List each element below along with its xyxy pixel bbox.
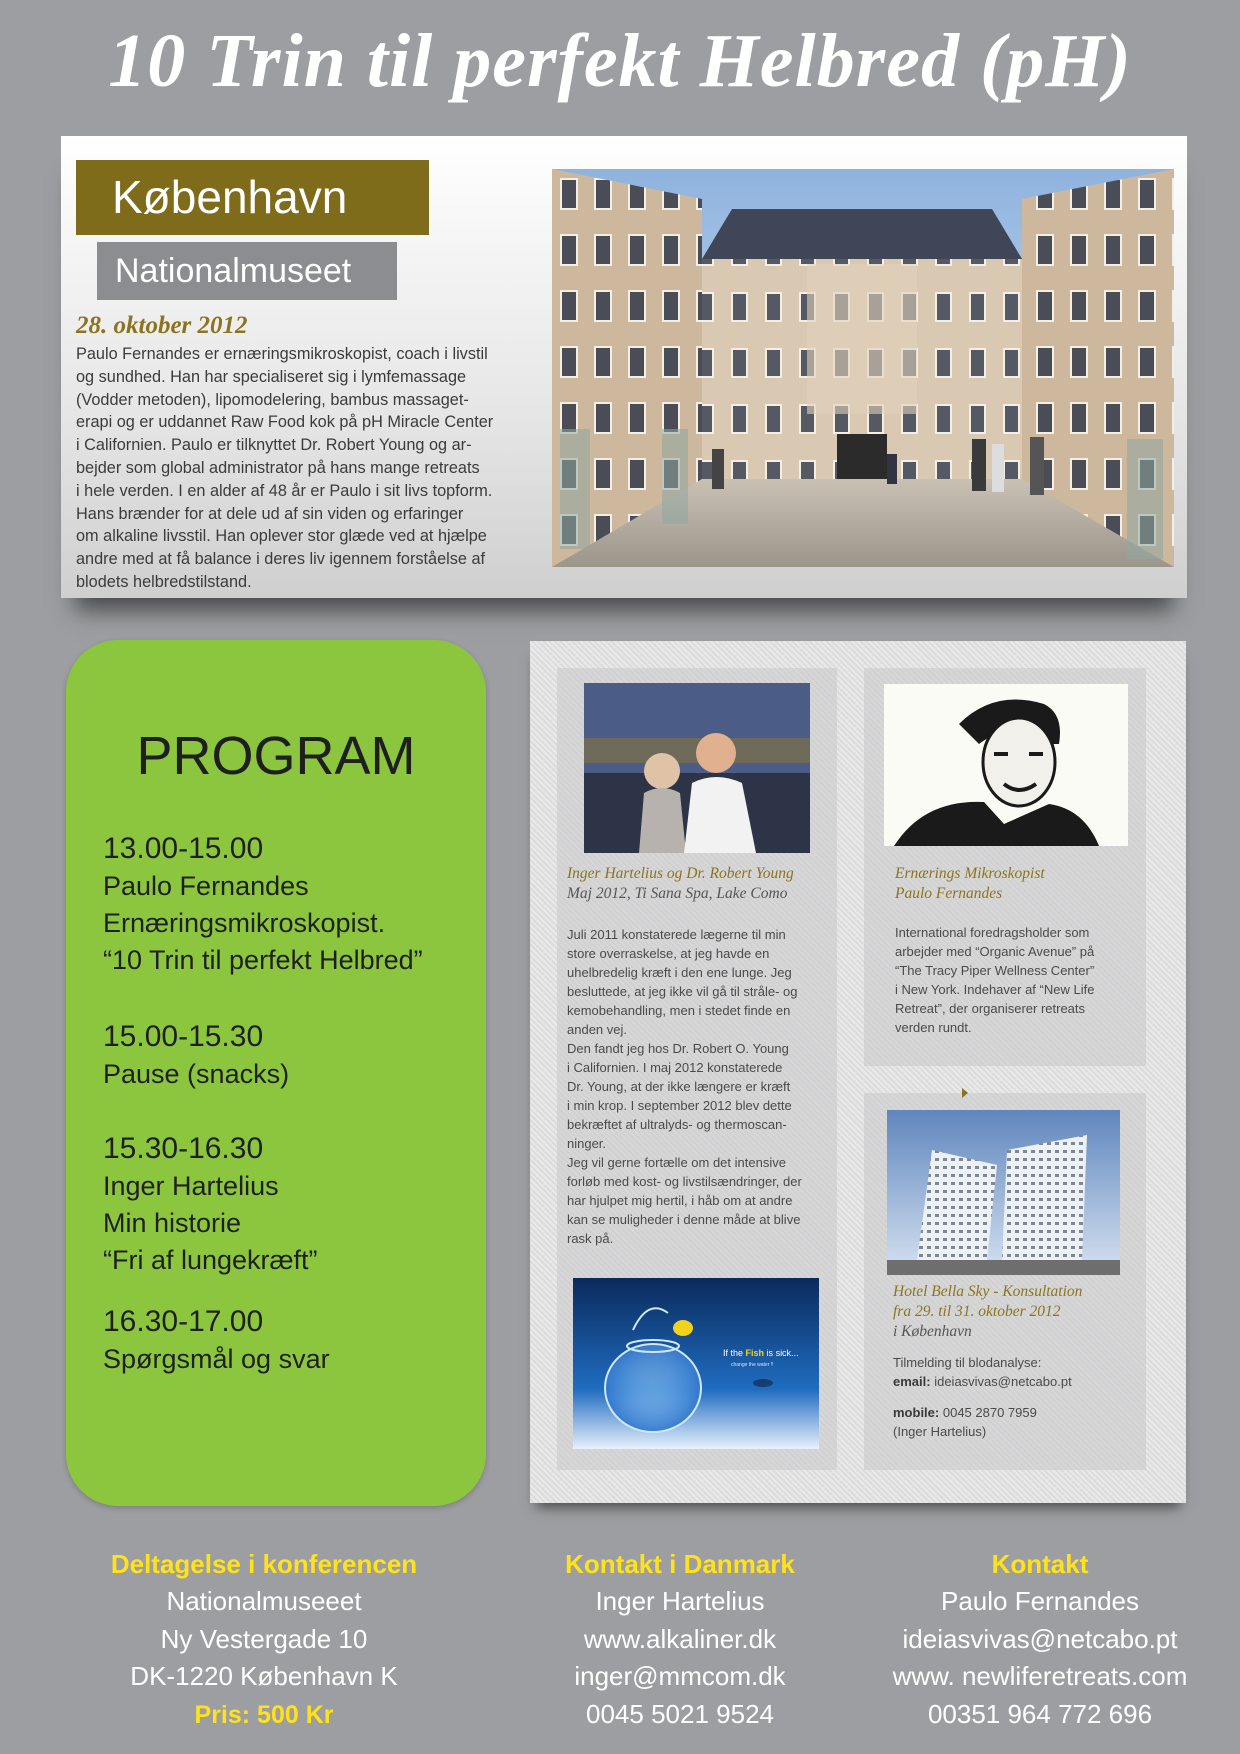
footer-line: DK-1220 København K [130,1661,398,1691]
program-time: 15.30-16.30 [103,1132,264,1165]
story-line: forløb med kost- og livstilsændringer, der [567,1174,802,1189]
hotel-photo [887,1110,1120,1275]
bio-line: erapi og er uddannet Raw Food kok på pH Miracle Center [76,413,494,432]
footer-heading: Kontakt [991,1549,1089,1579]
museum-photo [552,169,1174,567]
program-line: Spørgsmål og svar [103,1344,330,1374]
footer-line: Paulo Fernandes [940,1586,1140,1616]
signup-info [893,1353,1138,1441]
speaker-bio [76,343,526,594]
program-time: 15.00-15.30 [103,1020,264,1053]
hotel-city: i København [893,1323,972,1340]
program-line: Min historie [103,1208,242,1238]
story-line: ninger. [567,1136,607,1151]
footer-heading: Kontakt i Danmark [565,1549,795,1579]
about-line: Retreat”, der organiserer retreats [895,1001,1086,1016]
bio-line: (Vodder metoden), lipomodelering, bambus massaget- [76,390,469,409]
about-line: verden rundt. [895,1020,972,1035]
footer-phone: 0045 5021 9524 [586,1698,774,1729]
about-text [895,923,1135,1037]
bio-line: Hans brænder for at dele ud af sin viden og erfaringer [76,504,464,523]
story-line: Juli 2011 konstaterede lægerne til min [567,927,786,942]
footer-email[interactable]: ideiasvivas@netcabo.pt [902,1623,1178,1654]
about-line: “The Tracy Piper Wellness Center” [895,963,1095,978]
bio-line: andre med at få balance i deres liv igennem forståelse af [76,550,486,569]
footer-heading: Deltagelse i konferencen [110,1549,418,1579]
footer-contact [868,1545,1212,1733]
about-line: arbejder med “Organic Avenue” på [895,944,1095,959]
bio-line: og sundhed. Han har specialiseret sig i lymfemassage [76,367,467,386]
story-line: i min krop. I september 2012 blev dette [567,1098,792,1113]
story-line: store overraskelse, at jeg havde en [567,946,770,961]
venue-label: Nationalmuseet [97,242,397,300]
story-line: Dr. Young, at der ikke længere er kræft [567,1079,791,1094]
program-line: “Fri af lungekræft” [103,1245,318,1275]
footer-phone: 00351 964 772 696 [927,1698,1153,1729]
portrait-caption-name: Paulo Fernandes [895,885,1003,902]
program-line: Pause (snacks) [103,1059,290,1089]
footer-email[interactable]: inger@mmcom.dk [574,1661,786,1691]
signup-label: Tilmelding til blodanalyse: [893,1355,1042,1370]
story-line: anden vej. [567,1022,627,1037]
footer-line: Ny Vestergade 10 [160,1623,368,1654]
bio-line: om alkaline livsstil. Han oplever stor glæde ved at hjælpe [76,527,487,546]
couple-caption: Inger Hartelius og Dr. Robert Young [567,865,794,882]
program-time: 13.00-15.00 [103,832,264,865]
footer-line: Inger Hartelius [595,1586,765,1616]
portrait-caption-title: Ernærings Mikroskopist [895,865,1045,882]
footer-contact-denmark [520,1545,840,1733]
program-item [103,830,423,979]
about-line: International foredragsholder som [895,925,1090,940]
program-title: PROGRAM [136,726,416,786]
story-line: bekræftet af ultralyds- og thermoscan- [567,1117,787,1132]
hotel-dates: fra 29. til 31. oktober 2012 [893,1303,1061,1320]
story-line: besluttede, at jeg ikke vil gå til stråle- og [567,984,798,999]
bio-line: Paulo Fernandes er ernæringsmikroskopist, coach i livstil [76,345,488,363]
fish-subtext: change the water !! [731,1362,774,1368]
story-text [567,925,832,1248]
fishbowl-image [573,1278,819,1449]
footer-conference [84,1545,444,1734]
city-label: København [76,160,429,235]
program-line: “10 Trin til perfekt Helbred” [103,945,423,975]
story-line: uhelbredelig kræft i den ene lunge. Jeg [567,965,792,980]
story-line: har hjulpet mig hertil, i håb om at andre [567,1193,793,1208]
program-time: 16.30-17.00 [103,1305,264,1338]
footer-line: Nationalmuseeet [166,1586,362,1616]
program-line: Inger Hartelius [103,1171,279,1201]
story-line: kemobehandling, men i stedet finde en [567,1003,791,1018]
portrait-image [884,684,1128,846]
hotel-caption: Hotel Bella Sky - Konsultation [893,1283,1083,1300]
footer-link[interactable]: www. newliferetreats.com [892,1661,1188,1691]
story-line: Jeg vil gerne fortælle om det intensive [567,1155,786,1170]
footer-link[interactable]: www.alkaliner.dk [583,1623,777,1654]
story-line: rask på. [567,1231,614,1246]
program-item [103,1303,330,1378]
story-line: kan se muligheder i denne måde at blive [567,1212,801,1227]
program-line: Ernæringsmikroskopist. [103,908,386,938]
story-line: Den fandt jeg hos Dr. Robert O. Young [567,1041,789,1056]
bio-line: i Californien. Paulo er tilknyttet Dr. Robert Young og ar- [76,436,472,455]
program-item [103,1130,318,1279]
arrow-marker-icon [962,1088,968,1098]
couple-photo [584,683,810,853]
page-title: 10 Trin til perfekt Helbred (pH) [108,19,1132,103]
fish-slogan: If the Fish is sick... [723,1348,799,1358]
program-item [103,1018,289,1093]
story-line: i Californien. I maj 2012 konstaterede [567,1060,783,1075]
bio-line: bejder som global administrator på hans mange retreats [76,458,480,477]
footer-price: Pris: 500 Kr [194,1700,334,1729]
event-date: 28. oktober 2012 [76,312,248,339]
signup-mobile: mobile: 0045 2870 7959 [893,1405,1037,1420]
bio-line: i hele verden. I en alder af 48 år er Paulo i sit livs topform. [76,481,493,500]
bio-line: blodets helbredstilstand. [76,572,252,591]
about-line: i New York. Indehaver af “New Life [895,982,1095,997]
program-line: Paulo Fernandes [103,871,309,901]
signup-mobile-name: (Inger Hartelius) [893,1424,987,1439]
couple-caption-place: Maj 2012, Ti Sana Spa, Lake Como [567,885,788,902]
signup-email: email: ideiasvivas@netcabo.pt [893,1374,1072,1389]
